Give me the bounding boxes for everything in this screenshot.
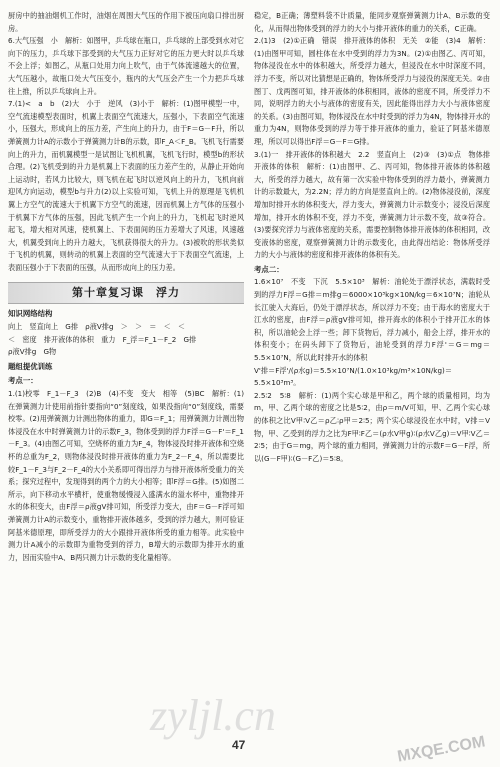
right-column [254,10,490,465]
network-line: ＜ 密度 排开液体的体积 重力 F_浮＝F_1－F_2 G排 [8,334,197,344]
center-watermark: zyljl.cn [150,691,276,740]
paragraph: 稳定，B正确；薄塑料袋不计质量，能同步观察弹簧测力计A、B示数的变化，从而得出物体受到的浮力的大小与排开液体的重力的关系，C正确。 [254,11,490,33]
network-line: ρ液V排g G物 [8,347,57,357]
left-column [8,10,244,564]
watermark: MXQE.COM [396,733,487,766]
paragraph: 3.(1)一 排开液体的体积越大 2.2 竖直向上 (2)③ (3)①点 物体排开液体的体积 解析：(1)由图甲、乙、丙可知，物体排开液体的体积越大，所受的浮力越大，故有第一次实验中物体受到的浮力最小，弹簧测力计的示数最大，为2.2N；浮力的方向是竖直向上的。(2)物体浸没前，深度增加时排开水的体积变大，浮力变大，弹簧测力计示数变小；浸没后深度增加，排开水的体积不变，浮力不变，弹簧测力计示数不变，故③符合。(3)要探究浮力与液体密度的关系，需要控制物体排开液体的体积相同，改变液体的密度，观察弹簧测力计的示数变化，由此得出结论：物体所受浮力的大小与液体的密度和排开液体的体积有关。 [254,149,490,260]
network-line: 向上 竖直向上 G排 ρ液V排g ＞ ＞ ＝ ＜ ＜ [8,322,186,332]
paragraph: 2.5∶2 5∶8 解析：(1)两个实心球是甲和乙，两个球的质量相同，均为m，甲、乙两个球的密度之比是5∶2，由ρ＝m/V可知，甲、乙两个实心球的体积之比V甲∶V乙＝ρ乙∶ρ甲＝2∶5；两个实心球浸没在水中时，V排＝V物，甲、乙受到的浮力之比为F甲∶F乙＝(ρ水V甲g)∶(ρ水V乙g)＝V甲∶V乙＝2∶5；由于G＝mg，两个球的重力相同，弹簧测力计的示数F＝G－F浮，所以(G－F甲)∶(G－F乙)＝5∶8。 [254,390,490,463]
section-label: 知识网络结构 [8,309,53,319]
chapter-heading: 第十章复习课 浮力 [8,282,244,304]
paragraph: 1.6×10⁷ 不变 下沉 5.5×10³ 解析：油轮处于漂浮状态，满载时受到的浮力F浮＝G排＝m排g＝6000×10³kg×10N/kg＝6×10⁷N；油轮从长江驶入大海后，仍处于漂浮状态，所以浮力不变；由于海水的密度大于江水的密度，由F浮＝ρ液gV排可知，排开海水的体积小于排开江水的体积，所以油轮会上浮一些；卸下货物后，浮力减小，船会上浮，排开水的体积变小；在码头卸下了货物后，油轮受到的浮力F浮'＝G＝mg＝5.5×10⁷N，所以此时排开水的体积 [254,277,490,363]
point-label: 考点一： [8,376,38,386]
formula: V'排＝F浮'/(ρ水g)＝5.5×10⁷N/(1.0×10³kg/m³×10N/kg)＝5.5×10³m³。 [254,365,452,388]
paragraph: 7.(1)< a b (2)大 小于 逆风 (3)小于 解析：(1)图甲模型一中，空气流速模型表面时，机翼上表面空气流速大，压强小，下表面空气流速小，压强大，形成向上的压力差，产生向上的升力，由于F＝G－F升，所以弹簧测力计A的示数小于弹簧测力计B的示数，即F_A＜F_B。飞机飞行需要向上的升力，而机翼模型一是试图让飞机机翼，飞机飞行时，模型b的形状合理。(2)飞机受到的升力是机翼上下表面的压力差产生的，从静止开始向上运动时，若风力比较大，则飞机在起飞时以逆风向上的升力，飞机向前迎风方向运动，模型b与升力(2)以上实验可知，飞机上升的原理是飞机机翼上方空气的流速大于机翼下方空气的流速，因而机翼上方气体的压强小于机翼下方气体的压强，因此飞机产生一个向上的升力，飞机起飞时逆风起飞，增大相对风速，使机翼上、下表面间的压力差增大了风速，风速越大，机翼受到向上的升力越大，飞机获得很大的升力。(3)被吹的形状类似于飞机的机翼，则转动的机翼上表面的空气流速大于下表面空气流速，上表面压强小于下表面的压强，从而形成向上的压力差。 [8,99,244,272]
point-label: 考点二： [254,264,284,274]
paragraph: 1.(1)校零 F_1－F_3 (2)B (4)不变 变大 相等 (5)BC 解析：(1)在弹簧测力计使用前指针要指向“0”刻度线，如果没指向“0”刻度线，需要校零。(2)用弹簧测力计测出物体的重力，即G＝F_1；用弹簧测力计测出物体浸没在水中时弹簧测力计的示数F_3，物体受到的浮力F浮＝G－F'＝F_1－F_3。(4)由图乙可知，空烧杯的重力为F_4，物体浸没时排开液体和空烧杯的总重为F_2，则物体浸没时排开液体的重力为F_2－F_4，所以需要比较F_1－F_3与F_2－F_4的大小关系即可得出浮力与排开液体所受重力的关系；探究过程中，发现得到的两个力的大小相等；即F浮＝G排。(5)如图二所示，向下移动水平横杆，使重物缓慢浸入盛满水的溢水杯中，重物排开水的体积变大，由F浮＝ρ液gV排可知，所受浮力变大，由F＝G－F浮可知弹簧测力计A的示数变小，重物排开液体越多，受到的浮力越大，则可验证阿基米德原理，即所受浮力的大小跟排开液体所受的重力相等。此实验中测力计A减小的示数即为重物受到的浮力，B增大的示数即为排开水的重力，因而实验中A、B两只测力计示数的变化量相等。 [8,389,244,562]
paragraph: 6.大气压强 小 解析：如图甲，乒乓球在瓶口，乒乓球的上部受到水对它向下的压力，乒乓球下部受到的大气压力正好对它的压力更大时以乒乓球不会上浮；如图乙，从瓶口处用力向上吹气，由于气体流速越大的位置，大气压越小，故瓶口处大气压变小，瓶内的大气压会产生一个力把乒乓球往上推，所以乒乓球向上升。 [8,36,244,96]
page-number: 47 [232,738,246,752]
paragraph: 2.(1)3 (2)①正确 错误 排开液体的体积 无关 ②能 (3)4 解析：(1)由图甲可知，圆柱体在水中受到的浮力为3N。(2)①由图乙、丙可知，物体浸没在水中的体积越大，所受浮力越大，但浸没在水中时深度不同，浮力不变，所以对比猜想是正确的，物体所受浮力与浸没的深度无关。②由图丁、戊两图可知，排开液体的体积相同，液体的密度不同，所受浮力不同，说明浮力的大小与液体的密度有关，因此能得出浮力大小与液体密度的关系。(3)由图可知，物体浸没在水中时受到的浮力为4N，物体排开水的重力为4N，则物体受到的浮力等于排开液体的重力，验证了阿基米德原理，所以可以得出F浮＝G－F＝G排。 [254,36,490,146]
section-label: 题组提优训练 [8,361,53,371]
paragraph: 厨房中的抽油烟机工作时，油烟在周围大气压的作用下被压向扇口排出厨房。 [8,11,244,33]
